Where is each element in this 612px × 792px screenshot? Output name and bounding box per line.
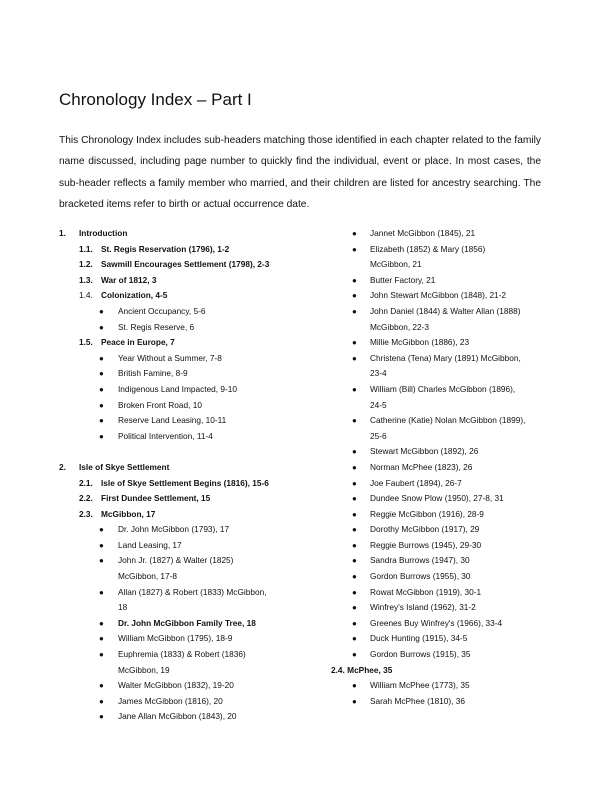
section-2-4: 2.4. McPhee, 35 (331, 664, 393, 675)
list-item: ● Butter Factory, 21 (352, 274, 436, 285)
index-left-column (59, 226, 309, 725)
list-item: ● Dorothy McGibbon (1917), 29 (352, 524, 480, 535)
list-item: ● Sandra Burrows (1947), 30 (352, 555, 470, 566)
intro-paragraph: This Chronology Index includes sub-headers matching those identified in each chapter related to the family name discussed, including page number to quickly find the individual, event or place. In most cases, the sub-header reflects a family member who married, and their children are listed for ancestry searching. The bracketed items refer to birth or actual occurrence date. (59, 135, 541, 210)
page-title: Chronology Index – Part I (59, 90, 252, 109)
list-item: ● John Stewart McGibbon (1848), 21-2 (352, 290, 507, 301)
list-item: ● Winfrey's Island (1962), 31-2 (352, 602, 476, 613)
section-2: 2. Isle of Skye Settlement (59, 461, 170, 472)
list-item: ● Gordon Burrows (1915), 35 (352, 649, 471, 660)
list-item: ● William McGibbon (1795), 18-9 (99, 633, 233, 644)
list-item-continuation: 25-6 (370, 430, 387, 441)
list-item: ● John Jr. (1827) & Walter (1825) (99, 555, 234, 566)
section-2-2: 2.2. First Dundee Settlement, 15 (79, 493, 211, 504)
list-item: ● British Famine, 8-9 (99, 368, 188, 379)
list-item: ● James McGibbon (1816), 20 (99, 695, 223, 706)
list-item: ● Norman McPhee (1823), 26 (352, 461, 473, 472)
list-item: ● John Daniel (1844) & Walter Allan (1888) (352, 305, 521, 316)
list-item: ● Millie McGibbon (1886), 23 (352, 337, 470, 348)
list-item-family-tree: ● Dr. John McGibbon Family Tree, 18 (99, 617, 256, 628)
list-item: ● William (Bill) Charles McGibbon (1896), (352, 383, 516, 394)
list-item-continuation: McGibbon, 19 (118, 664, 170, 675)
index-right-column (331, 226, 551, 709)
list-item: ● St. Regis Reserve, 6 (99, 321, 195, 332)
list-item: ● Dr. John McGibbon (1793), 17 (99, 524, 230, 535)
section-1-2: 1.2. Sawmill Encourages Settlement (1798), 2-3 (79, 259, 270, 270)
section-1-1: 1.1. St. Regis Reservation (1796), 1-2 (79, 243, 230, 254)
list-item: ● Catherine (Katie) Nolan McGibbon (1899), (352, 415, 526, 426)
list-item: ● Year Without a Summer, 7-8 (99, 352, 222, 363)
list-item: ● Reggie McGibbon (1916), 28-9 (352, 508, 484, 519)
list-item: ● Reserve Land Leasing, 10-11 (99, 415, 227, 426)
list-item: ● Jane Allan McGibbon (1843), 20 (99, 711, 237, 722)
section-2-3: 2.3. McGibbon, 17 (79, 508, 156, 519)
section-2-1: 2.1. Isle of Skye Settlement Begins (1816), 15-6 (79, 477, 269, 488)
list-item: ● Sarah McPhee (1810), 36 (352, 695, 466, 706)
list-item: ● Gordon Burrows (1955), 30 (352, 571, 471, 582)
list-item-continuation: 24-5 (370, 399, 387, 410)
list-item: ● Walter McGibbon (1832), 19-20 (99, 680, 234, 691)
section-1: 1. Introduction (59, 228, 128, 238)
list-item: ● Land Leasing, 17 (99, 539, 182, 550)
section-1-3: 1.3. War of 1812, 3 (79, 274, 157, 285)
list-item-continuation: McGibbon, 17-8 (118, 571, 178, 582)
list-item: ● Elizabeth (1852) & Mary (1856) (352, 243, 486, 254)
list-item: ● Stewart McGibbon (1892), 26 (352, 446, 479, 457)
section-1-4: 1.4. Colonization, 4-5 (79, 290, 168, 301)
list-item: ● Indigenous Land Impacted, 9-10 (99, 383, 238, 394)
list-item: ● Euphremia (1833) & Robert (1836) (99, 649, 246, 660)
list-item: ● Joe Faubert (1894), 26-7 (352, 477, 462, 488)
list-item: ● Rowat McGibbon (1919), 30-1 (352, 586, 482, 597)
list-item: ● Reggie Burrows (1945), 29-30 (352, 539, 482, 550)
list-item: ● Dundee Snow Plow (1950), 27-8, 31 (352, 493, 504, 504)
list-item: ● William McPhee (1773), 35 (352, 680, 470, 691)
list-item: ● Allan (1827) & Robert (1833) McGibbon, (99, 586, 267, 597)
list-item: ● Christena (Tena) Mary (1891) McGibbon, (352, 352, 521, 363)
section-1-5: 1.5. Peace in Europe, 7 (79, 337, 175, 348)
list-item: ● Duck Hunting (1915), 34-5 (352, 633, 468, 644)
list-item: ● Greenes Buy Winfrey's (1966), 33-4 (352, 617, 503, 628)
list-item-continuation: 23-4 (370, 368, 387, 379)
list-item-continuation: 18 (118, 602, 128, 613)
spacer (59, 444, 309, 460)
list-item: ● Broken Front Road, 10 (99, 399, 202, 410)
list-item-continuation: McGibbon, 22-3 (370, 321, 430, 332)
list-item-continuation: McGibbon, 21 (370, 259, 422, 270)
list-item: ● Political Intervention, 11-4 (99, 430, 213, 441)
list-item: ● Jannet McGibbon (1845), 21 (352, 228, 476, 238)
list-item: ● Ancient Occupancy, 5-6 (99, 305, 206, 316)
